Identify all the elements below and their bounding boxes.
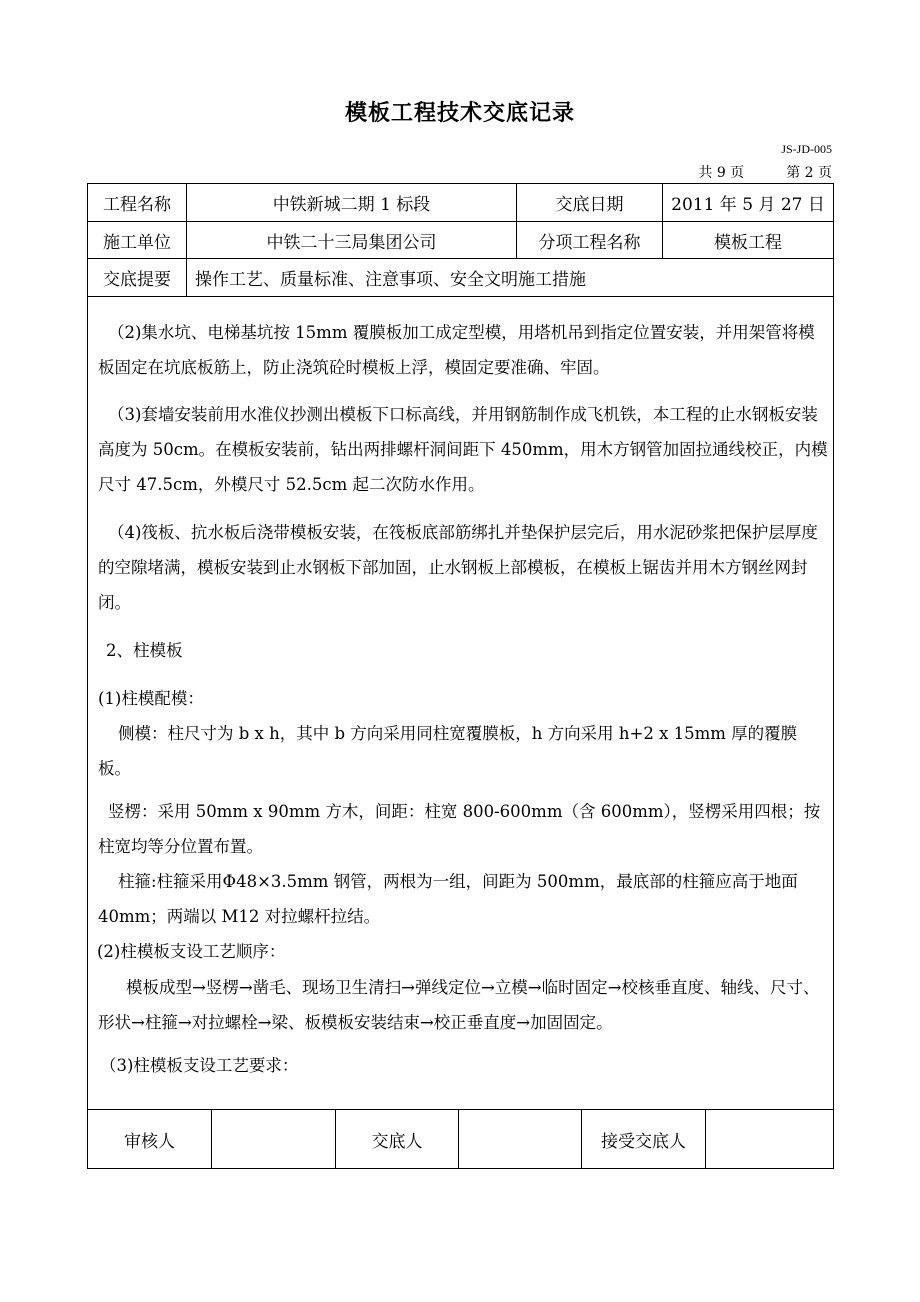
page-indicator (698, 162, 832, 182)
sub-heading: （3)柱模板支设工艺要求： (100, 1056, 299, 1075)
reviewer-field[interactable] (211, 1110, 335, 1169)
paragraph: （4)筏板、抗水板后浇带模板安装，在筏板底部筋绑扎并垫保护层完后，用水泥砂浆把保护层厚度的空隙堵满，模板安装到止水钢板下部加固，止水钢板上部模板，在模板上锯齿并用木方钢丝网封闭。 (98, 523, 818, 612)
page-total: 共 9 页 (698, 165, 745, 181)
receiver-label: 接受交底人 (581, 1110, 705, 1169)
paragraph: 柱箍:柱箍采用Φ48×3.5mm 钢管，两根为一组，间距为 500mm，最底部的柱箍应高于地面 40mm；两端以 M12 对拉螺杆拉结。 (98, 872, 798, 926)
date-value: 2011 年 5 月 27 日 (662, 184, 833, 221)
section-heading: 2、柱模板 (106, 641, 183, 660)
paragraph: 模板成型→竖楞→凿毛、现场卫生清扫→弹线定位→立模→临时固定→校核垂直度、轴线、尺寸、形状→柱箍→对拉螺栓→梁、板模板安装结束→校正垂直度→加固固定。 (98, 978, 820, 1032)
project-row (88, 184, 833, 222)
project-name-value: 中铁新城二期 1 标段 (186, 184, 516, 221)
date-label: 交底日期 (516, 184, 662, 221)
paragraph: （2)集水坑、电梯基坑按 15mm 覆膜板加工成定型模，用塔机吊到指定位置安装，并用架管将模板固定在坑底板筋上，防止浇筑砼时模板上浮，模固定要准确、牢固。 (98, 323, 815, 377)
document-code: JS-JD-005 (781, 142, 832, 156)
sub-heading: (1)柱模配模： (98, 689, 204, 708)
receiver-field[interactable] (705, 1110, 833, 1169)
signature-row (88, 1109, 833, 1169)
discloser-label: 交底人 (335, 1110, 458, 1169)
document-title: 模板工程技术交底记录 (344, 100, 575, 126)
project-name-label: 工程名称 (103, 195, 171, 215)
subproject-value: 模板工程 (662, 222, 833, 258)
disclosure-content (88, 297, 833, 1109)
summary-label: 交底提要 (103, 270, 171, 290)
paragraph: （3)套墙安装前用水准仪抄测出模板下口标高线，并用钢筋制作成飞机铁，本工程的止水钢板安装高度为 50cm。在模板安装前，钻出两排螺杆洞间距下 450mm，用木方钢管加固拉通线校正，内模尺寸 47.5cm，外模尺寸 52.5cm 起二次防水作用。 (98, 405, 828, 494)
page-current: 第 2 页 (786, 165, 832, 181)
unit-label: 施工单位 (103, 232, 171, 253)
sub-heading: (2)柱模板支设工艺顺序： (97, 942, 286, 961)
disclosure-form (87, 183, 834, 1169)
reviewer-label: 审核人 (124, 1132, 175, 1152)
summary-value: 操作工艺、质量标准、注意事项、安全文明施工措施 (186, 259, 833, 296)
paragraph: 侧模：柱尺寸为 b x h，其中 b 方向采用同柱宽覆膜板，h 方向采用 h+2 x 15mm 厚的覆膜板。 (98, 724, 798, 778)
summary-row (88, 259, 833, 297)
unit-value: 中铁二十三局集团公司 (186, 222, 516, 258)
discloser-field[interactable] (458, 1110, 581, 1169)
subproject-label: 分项工程名称 (516, 222, 662, 258)
paragraph: 竖楞：采用 50mm x 90mm 方木，间距：柱宽 800-600mm（含 600mm），竖楞采用四根；按柱宽均等分位置布置。 (98, 802, 821, 856)
unit-row (88, 222, 833, 259)
